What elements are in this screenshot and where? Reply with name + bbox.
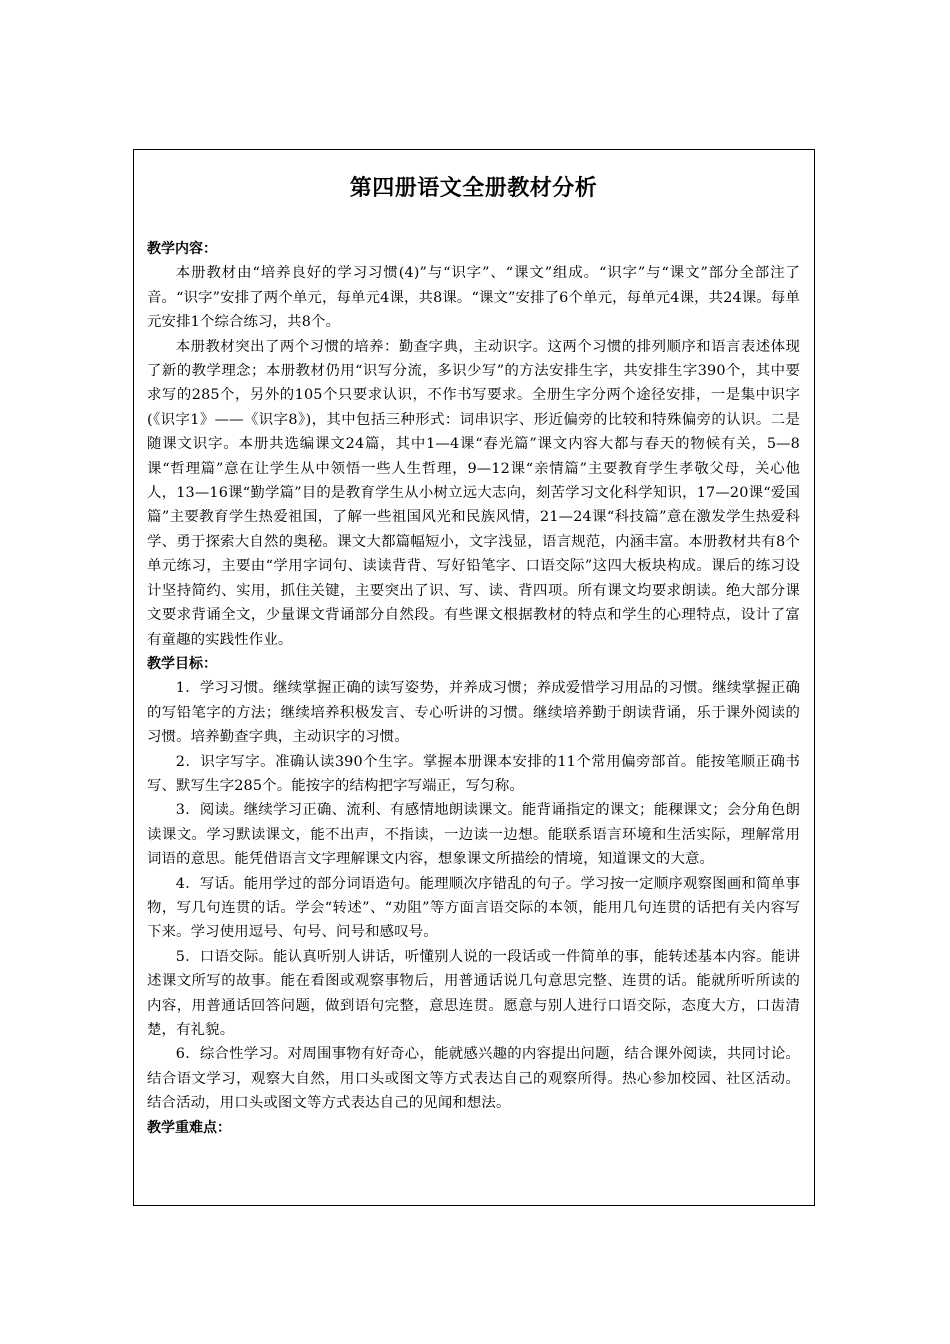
document-frame — [133, 149, 815, 1206]
section-heading-content: 教学内容： — [147, 241, 217, 257]
paragraph: 本册教材由“培养良好的学习习惯(4)”与“识字”、“课文”组成。“识字”与“课文”部分全部注了音。“识字”安排了两个单元，每单元4课，共8课。“课文”安排了6个单元，每单元4课，共24课。每单元安排1个综合练习，共8个。 — [147, 265, 800, 331]
section-heading-goals: 教学目标： — [147, 655, 217, 672]
goal-item: 2．识字写字。准确认读390个生字。掌握本册课本安排的11个常用偏旁部首。能按笔顺正确书写、默写生字285个。能按字的结构把字写端正，写匀称。 — [147, 753, 800, 794]
paragraph: 本册教材突出了两个习惯的培养：勤查字典，主动识字。这两个习惯的排列顺序和语言表述体现了新的教学理念；本册教材仍用“识写分流，多识少写”的方法安排生字，共安排生字390个，其中要求写的285个，另外的105个只要求认识，不作书写要求。全册生字分两个途径安排，一是集中识字(《识字1》——《识字8》)，其中包括三种形式：词串识字、形近偏旁的比较和特殊偏旁的认识。二是随课文识字。本册共选编课文24篇，其中1—4课“春光篇”课文内容大都与春天的物候有关，5—8课“哲理篇”意在让学生从中领悟一些人生哲理，9—12课“亲情篇”主要教育学生孝敬父母，关心他人，13—16课“勤学篇”目的是教育学生从小树立远大志向，刻苦学习文化科学知识，17—20课“爱国篇”主要教育学生热爱祖国，了解一些祖国风光和民族风情，21—24课“科技篇”意在激发学生热爱科学、勇于探索大自然的奥秘。课文大都篇幅短小，文字浅显，语言规范，内涵丰富。本册教材共有8个单元练习，主要由“学用字词句、读读背背、写好铅笔字、口语交际”这四大板块构成。课后的练习设计坚持简约、实用，抓住关键，主要突出了识、写、读、背四项。所有课文均要求朗读。绝大部分课文要求背诵全文，少量课文背诵部分自然段。有些课文根据教材的特点和学生的心理特点，设计了富有童趣的实践性作业。 — [147, 338, 800, 648]
document-title: 第四册语文全册教材分析 — [349, 176, 598, 201]
section-content — [147, 237, 800, 652]
section-heading-key-points: 教学重难点： — [147, 1119, 231, 1136]
goal-item: 3．阅读。继续学习正确、流利、有感情地朗读课文。能背诵指定的课文；能稞课文；会分角色朗读课文。学习默读课文，能不出声，不指读，一边读一边想。能联系语言环境和生活实际，理解常用词语的意思。能凭借语言文字理解课文内容，想象课文所描绘的情境，知道课文的大意。 — [147, 802, 800, 868]
goal-item: 4．写话。能用学过的部分词语造句。能理顺次序错乱的句子。学习按一定顺序观察图画和简单事物，写几句连贯的话。学会“转述”、“劝阻”等方面言语交际的本领，能用几句连贯的话把有关内容写下来。学习使用逗号、句号、问号和感叹号。 — [147, 875, 800, 941]
section-key-points — [147, 1116, 800, 1140]
goal-item: 6．综合性学习。对周围事物有好奇心，能就感兴趣的内容提出问题，结合课外阅读，共同讨论。结合语文学习，观察大自然，用口头或图文等方式表达自己的观察所得。热心参加校园、社区活动。结合活动，用口头或图文等方式表达自己的见闻和想法。 — [147, 1046, 800, 1112]
section-goals — [147, 652, 800, 1116]
goal-item: 1．学习习惯。继续掌握正确的读写姿势，并养成习惯；养成爱惜学习用品的习惯。继续掌握正确的写铅笔字的方法；继续培养积极发言、专心听讲的习惯。继续培养勤于朗读背诵，乐于课外阅读的习惯。培养勤查字典，主动识字的习惯。 — [147, 680, 800, 746]
goal-item: 5．口语交际。能认真听别人讲话，听懂别人说的一段话或一件简单的事，能转述基本内容。能讲述课文所写的故事。能在看图或观察事物后，用普通话说几句意思完整、连贯的话。能就所听所读的内容，用普通话回答问题，做到语句完整，意思连贯。愿意与别人进行口语交际，态度大方，口齿清楚，有礼貌。 — [147, 948, 800, 1038]
